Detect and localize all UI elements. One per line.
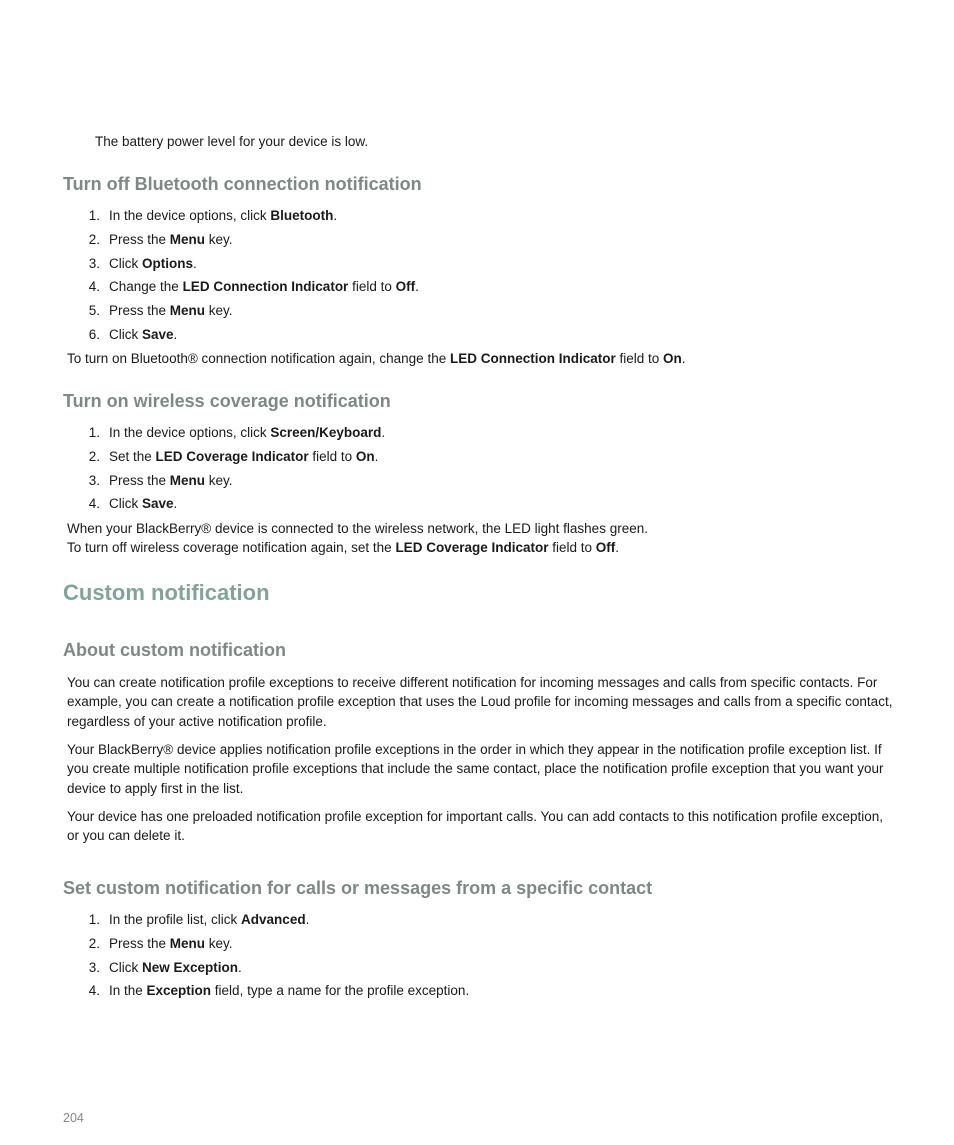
- about-section-title: About custom notification: [63, 640, 286, 660]
- ui-value: Off: [595, 540, 616, 555]
- step-text-end: key.: [205, 472, 233, 488]
- ui-term: LED Connection Indicator: [449, 351, 616, 366]
- ui-term: Exception: [146, 983, 212, 999]
- ui-term: Save: [142, 326, 174, 342]
- wireless-section-title: Turn on wireless coverage notification: [63, 391, 391, 411]
- step-text-end: .: [381, 425, 386, 440]
- ui-value: Off: [395, 279, 416, 295]
- step-text-end: key.: [205, 303, 233, 319]
- step-number: 4.: [88, 983, 100, 999]
- note-text-end: .: [615, 540, 620, 555]
- bluetooth-section-title: Turn off Bluetooth connection notification: [63, 174, 422, 194]
- note-text: To turn on Bluetooth® connection notification again, change the: [67, 351, 450, 366]
- step-text-end: field, type a name for the profile exception.: [211, 983, 470, 999]
- ui-value: On: [663, 351, 682, 366]
- step-number: 2.: [88, 448, 100, 464]
- step-text: Press the: [109, 231, 170, 247]
- step-number: 1.: [88, 425, 100, 440]
- ui-term: Menu: [169, 935, 206, 951]
- custom-notification-title: Custom notification: [63, 580, 270, 605]
- step-text-end: .: [415, 279, 419, 295]
- step-text-end: .: [333, 208, 338, 223]
- step-text-end: .: [173, 326, 178, 342]
- step-number: 1.: [88, 208, 100, 223]
- step-text-mid: field to: [308, 448, 356, 464]
- bluetooth-note: [67, 349, 686, 368]
- step-text: In the device options, click: [109, 208, 271, 223]
- step-text: Click: [109, 255, 142, 271]
- step-number: 3.: [88, 959, 100, 975]
- step-number: 4.: [88, 496, 100, 512]
- step-number: 1.: [88, 912, 100, 927]
- page-number: 204: [63, 1111, 84, 1125]
- set-custom-section-title: Set custom notification for calls or messages from a specific contact: [63, 878, 653, 898]
- step-number: 6.: [88, 326, 100, 342]
- step-number: 2.: [88, 935, 100, 951]
- ui-term: Menu: [169, 231, 206, 247]
- step-text: Set the: [109, 448, 156, 464]
- step-text-end: .: [305, 912, 310, 927]
- step-text: Press the: [109, 472, 170, 488]
- step-text: In the device options, click: [109, 425, 271, 440]
- ui-term: Menu: [169, 303, 206, 319]
- ui-term: Menu: [169, 472, 206, 488]
- step-text-mid: field to: [348, 279, 396, 295]
- ui-term: New Exception: [142, 959, 239, 975]
- step-number: 3.: [88, 255, 100, 271]
- step-text: Click: [109, 496, 142, 512]
- step-text: In the profile list, click: [109, 912, 242, 927]
- about-paragraph-1: You can create notification profile exceptions to receive different notification for incoming messages and calls from specific contacts. For example, you can create a notification profile exception that uses the Loud profile for incoming messages and calls from a specific contact, regardless of your active notification profile.: [67, 675, 893, 729]
- ui-term: Save: [142, 496, 174, 512]
- note-text: To turn off wireless coverage notification again, set the: [67, 540, 396, 555]
- note-text-mid: field to: [615, 351, 664, 366]
- step-text-end: .: [193, 255, 197, 271]
- step-text: In the: [109, 983, 147, 999]
- ui-term: Bluetooth: [270, 208, 334, 223]
- ui-term: LED Coverage Indicator: [155, 448, 309, 464]
- step-number: 3.: [88, 472, 100, 488]
- step-text: Press the: [109, 303, 170, 319]
- step-number: 4.: [88, 279, 100, 295]
- ui-term: Screen/Keyboard: [270, 425, 382, 440]
- step-text-end: key.: [205, 231, 233, 247]
- step-number: 5.: [88, 303, 100, 319]
- intro-line: The battery power level for your device is low.: [95, 134, 369, 149]
- step-number: 2.: [88, 231, 100, 247]
- step-text-end: .: [238, 959, 242, 975]
- step-text-end: key.: [205, 935, 233, 951]
- about-paragraph-3: Your device has one preloaded notification profile exception for important calls. You can add contacts to this notification profile exception, or you can delete it.: [67, 809, 884, 844]
- wireless-note-2: [67, 538, 619, 557]
- ui-term: LED Connection Indicator: [182, 279, 349, 295]
- ui-term: Options: [142, 255, 193, 271]
- step-text: Click: [109, 959, 142, 975]
- note-text-end: .: [681, 351, 686, 366]
- step-text-end: .: [173, 496, 178, 512]
- step-text: Press the: [109, 935, 170, 951]
- ui-term: LED Coverage Indicator: [395, 540, 549, 555]
- wireless-note-1: When your BlackBerry® device is connected to the wireless network, the LED light flashes green.: [67, 521, 648, 536]
- about-paragraph-2: Your BlackBerry® device applies notification profile exceptions in the order in which they appear in the notification profile exception list. If you create multiple notification profile exceptions that include the same contact, place the notification profile exception that you want your device to apply first in the list.: [67, 742, 884, 796]
- step-text: Click: [109, 326, 142, 342]
- ui-value: On: [355, 448, 375, 464]
- step-text-end: .: [374, 448, 379, 464]
- note-text-mid: field to: [548, 540, 596, 555]
- ui-term: Advanced: [241, 912, 306, 927]
- step-text: Change the: [109, 279, 183, 295]
